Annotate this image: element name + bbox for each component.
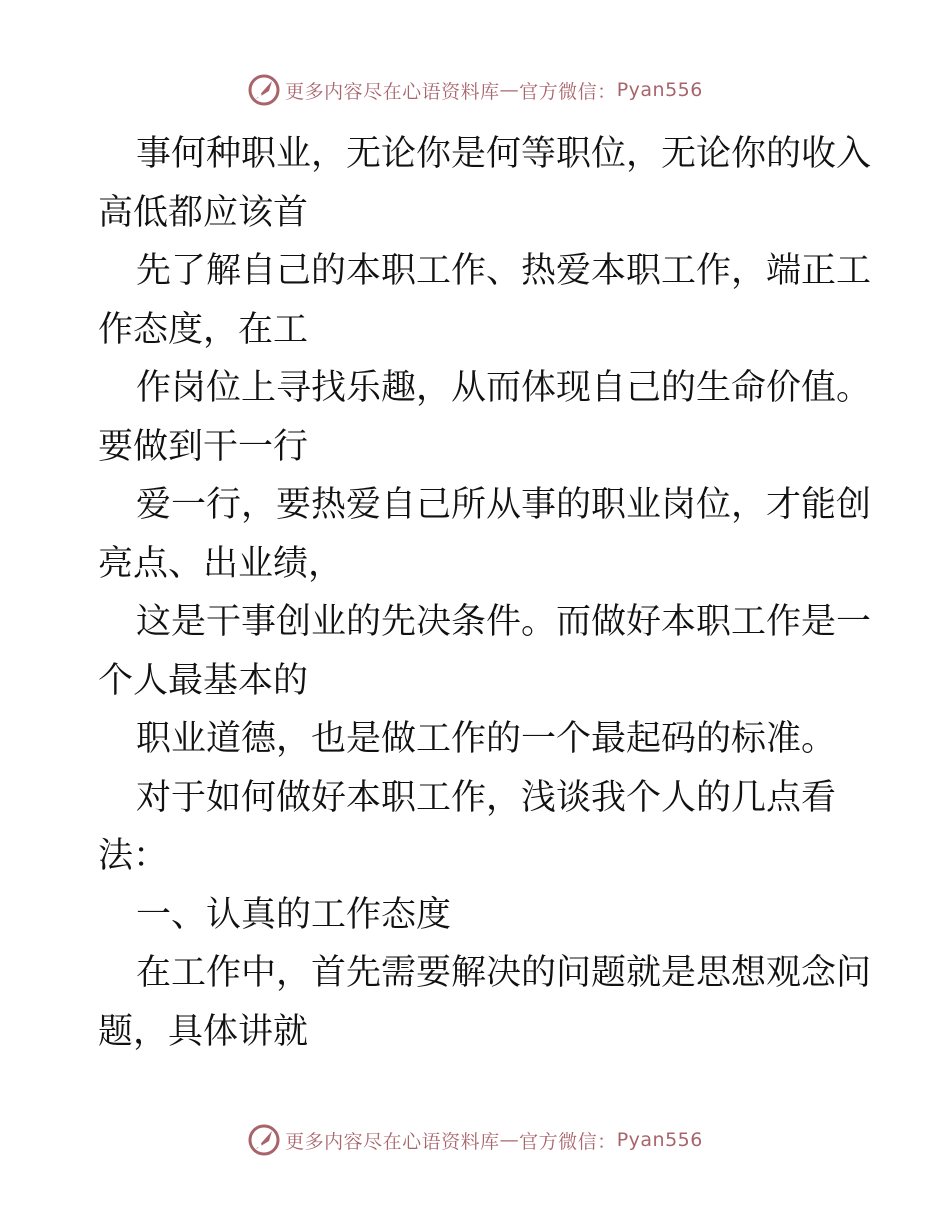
watermark-wechat-label: 官方微信：: [519, 80, 617, 103]
text-line: 这是干事创业的先决条件。而做好本职工作是一: [136, 602, 872, 642]
text-line: 对于如何做好本职工作，浅谈我个人的几点看: [136, 777, 837, 818]
footer-watermark: [0, 1120, 950, 1160]
text-line: 职业道德，也是做工作的一个最起码的标准。: [136, 719, 837, 759]
text-line: 先了解自己的本职工作、热爱本职工作，端正工: [136, 251, 872, 291]
text-line: 一、认真的工作态度: [136, 894, 452, 935]
watermark-separator: —: [499, 1129, 520, 1151]
text-line: 题，具体讲就: [98, 1011, 309, 1052]
text-line: 法：: [98, 836, 169, 876]
quill-circle-icon: [247, 73, 281, 107]
text-line: 个人最基本的: [98, 660, 309, 701]
text-line: 作态度，在工: [98, 309, 309, 350]
watermark-wechat-label: 官方微信：: [519, 1130, 617, 1153]
text-line: 在工作中，首先需要解决的问题就是思想观念问: [136, 953, 872, 993]
watermark-separator: —: [499, 79, 520, 101]
quill-circle-icon: [247, 1123, 281, 1157]
text-line: 爱一行，要热爱自己所从事的职业岗位，才能创: [136, 485, 872, 525]
watermark-main-text: 更多内容尽在心语资料库: [285, 80, 500, 103]
document-body: [98, 125, 872, 1061]
watermark-wechat-id: Pyan556: [616, 1129, 703, 1151]
text-line: 要做到干一行: [98, 426, 309, 467]
header-watermark: [0, 70, 950, 110]
text-line: 事何种职业，无论你是何等职位，无论你的收入: [136, 134, 872, 174]
text-line: 高低都应该首: [98, 192, 309, 233]
text-line: 亮点、出业绩，: [98, 543, 344, 584]
text-line: 作岗位上寻找乐趣，从而体现自己的生命价值。: [136, 368, 872, 408]
watermark-wechat-id: Pyan556: [616, 79, 703, 101]
watermark-main-text: 更多内容尽在心语资料库: [285, 1130, 500, 1153]
